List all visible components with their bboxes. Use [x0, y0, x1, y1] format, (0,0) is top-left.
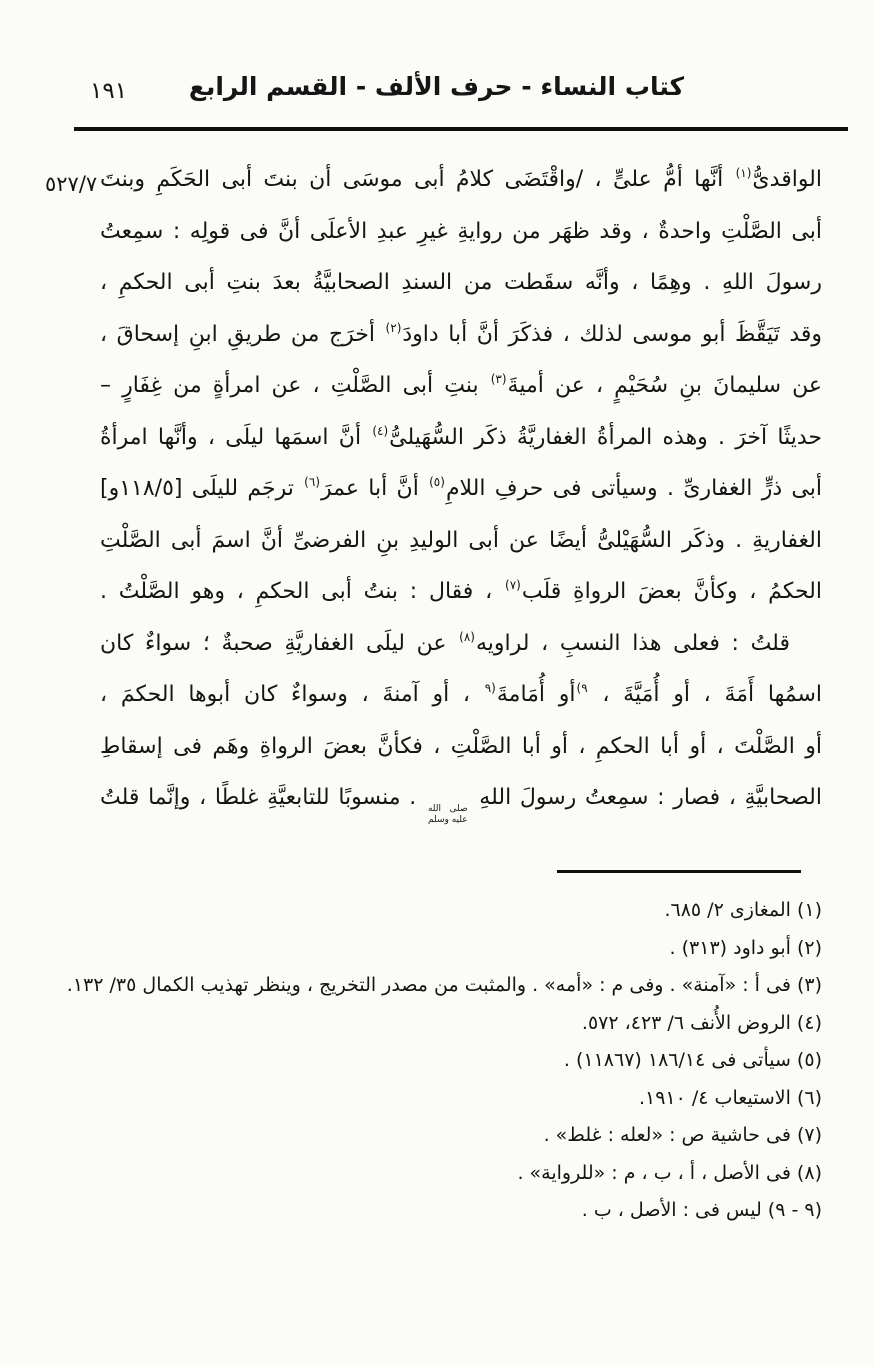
body-text-segment: أبى الصَّلْتِ واحدةٌ ، وقد ظهَر من روايةِ غيرِ عبدِ الأعلَى أنَّ فى قولِه : سمِعتُ: [100, 218, 822, 244]
body-text-segment: وقد تَيَقَّظَ أبو موسى لذلك ، فذكَرَ أنَّ أبا داودَ: [402, 321, 823, 347]
margin-volume-page-note: ٧‏/‏٥٢٧: [45, 172, 98, 196]
footnote-ref: ٩): [484, 681, 496, 695]
body-text-segment: أنَّها أمُّ علىٍّ ، /واقْتَضَى كلامُ أبى موسَى أن بنتَ أبى الحَكَمِ وبنتَ: [100, 167, 735, 192]
body-text-segment: ، أو آمنةَ ، وسواءٌ كان أبوها الحكمَ ،: [100, 682, 484, 707]
body-line: [100, 412, 822, 464]
body-line: [100, 772, 822, 824]
body-text-segment: الغفاريةِ . وذكَر السُّهَيْلىُّ أيضًا عن أبى الوليدِ بنِ الفرضىِّ أنَّ اسمَ أبى الصَّلْتِ: [100, 527, 822, 553]
footnote-line: (١) المغازى ٢/ ٦٨٥.: [664, 899, 822, 921]
body-text-segment: أخرَج من طريقِ ابنِ إسحاقَ ،: [100, 321, 385, 347]
footnote-line: (٣) فى أ : «آمنة» . وفى م : «أمه» . والمثبت من مصدر التخريج ، وينظر تهذيب الكمال ٣٥/ ١٣٢.: [66, 974, 822, 996]
footnote-ref: (٨): [459, 629, 475, 644]
footnote-line: (٦) الاستيعاب ٤/ ١٩١٠.: [638, 1086, 822, 1109]
body-text-segment: بنتِ أبى الصَّلْتِ ، عن امرأةٍ من غِفَارٍ –: [100, 373, 490, 398]
footnote-line: (٧) فى حاشية ص : «لعله : غلط» .: [543, 1124, 822, 1146]
footnote-line: (٨) فى الأصل ، أ ، ب ، م : «للرواية» .: [517, 1161, 822, 1184]
body-text-segment: ترجَم لليلَى [٥‏/‏١١٨و]: [100, 476, 304, 501]
body-text-segment: اسمُها أَمَةَ ، أو أُمَيَّةَ ،: [588, 682, 822, 707]
body-text-segment: . منسوبًا للتابعيَّةِ غلطًا ، وإنَّما قلتُ: [100, 785, 425, 810]
footnote-ref: (٩: [576, 681, 588, 695]
footnote-list: [66, 892, 822, 1230]
footnote-line: (٤) الروض الأُنف ٦/ ٤٢٣، ٥٧٢.: [581, 1011, 822, 1034]
footnote-ref: (٢): [385, 320, 402, 335]
body-text-segment: قلتُ : فعلى هذا النسبِ ، لراويه: [475, 630, 790, 656]
body-text-segment: عن سليمانَ بنِ سُحَيْمٍ ، عن أميةَ: [507, 373, 823, 398]
footnote-ref: (٥): [429, 475, 445, 489]
footnote-line: (٩ - ٩) ليس فى : الأصل ، ب .: [581, 1199, 822, 1221]
body-text-segment: ، فقال : بنتُ أبى الحكمِ ، وهو الصَّلْتُ .: [100, 579, 505, 604]
footnote-ref: (٦): [304, 475, 320, 489]
body-line: [100, 309, 822, 361]
footnote-separator: [557, 870, 801, 873]
footnote-ref: (٧): [505, 578, 521, 592]
body-line: [100, 515, 822, 567]
page-header-title: كتاب النساء - حرف الألف - القسم الرابع: [188, 72, 685, 101]
body-text-segment: الواقدىُّ: [752, 167, 822, 192]
body-text-segment: الحكمُ ، وكأنَّ بعضَ الرواةِ قلَب: [521, 579, 822, 604]
body-line: [100, 669, 822, 721]
salla-allahu-alayhi-wa-sallam-mark: صلى الله عليه وسلم: [427, 804, 468, 825]
page-number: ١٩١: [90, 78, 128, 104]
body-text-segment: أنَّ أبا عمرَ: [321, 476, 429, 501]
body-text-segment: أنَّ اسمَها ليلَى ، وأنَّها امرأةُ: [100, 424, 372, 450]
body-line: [100, 154, 822, 206]
body-text-segment: حديثًا آخرَ . وهذه المرأةُ الغفاريَّةُ ذكَر السُّهَيلىُّ: [389, 424, 822, 450]
body-text-segment: أبى ذرٍّ الغفارىِّ . وسيأتى فى حرفِ اللامِ: [445, 476, 822, 501]
body-line: [100, 721, 822, 773]
footnote-line: (٥) سيأتى فى ١٤‏/‏١٨٦ (١١٨٦٧) .: [563, 1049, 822, 1071]
header-rule: [74, 127, 848, 131]
footnote-ref: (١): [735, 166, 752, 180]
body-line: [100, 206, 822, 258]
body-line: [100, 360, 822, 412]
body-line: [100, 566, 822, 618]
footnote-line: (٢) أبو داود (٣١٣) .: [669, 936, 822, 959]
body-text-segment: عن ليلَى الغفاريَّةِ صحبةٌ ؛ سواءٌ كان: [100, 630, 459, 656]
body-line: [100, 618, 822, 670]
body-line: [100, 463, 822, 515]
body-line: [100, 257, 822, 309]
body-text-segment: أو أُمَامةَ: [496, 682, 576, 707]
body-text-segment: الصحابيَّةِ ، فصار : سمِعتُ رسولَ اللهِ: [470, 785, 822, 810]
body-text-segment: أو الصَّلْتَ ، أو أبا الحكمِ ، أو أبا الصَّلْتِ ، فكأنَّ بعضَ الرواةِ وهَم فى إسقاطِ: [100, 733, 822, 759]
body-text-block: [100, 154, 822, 824]
footnote-ref: (٣): [490, 372, 507, 386]
footnote-ref: (٤): [372, 423, 389, 438]
body-text-segment: رسولَ اللهِ . وهِمًا ، وأنَّه سقَطت من السندِ الصحابيَّةُ بعدَ بنتِ أبى الحكمِ ،: [100, 270, 822, 295]
